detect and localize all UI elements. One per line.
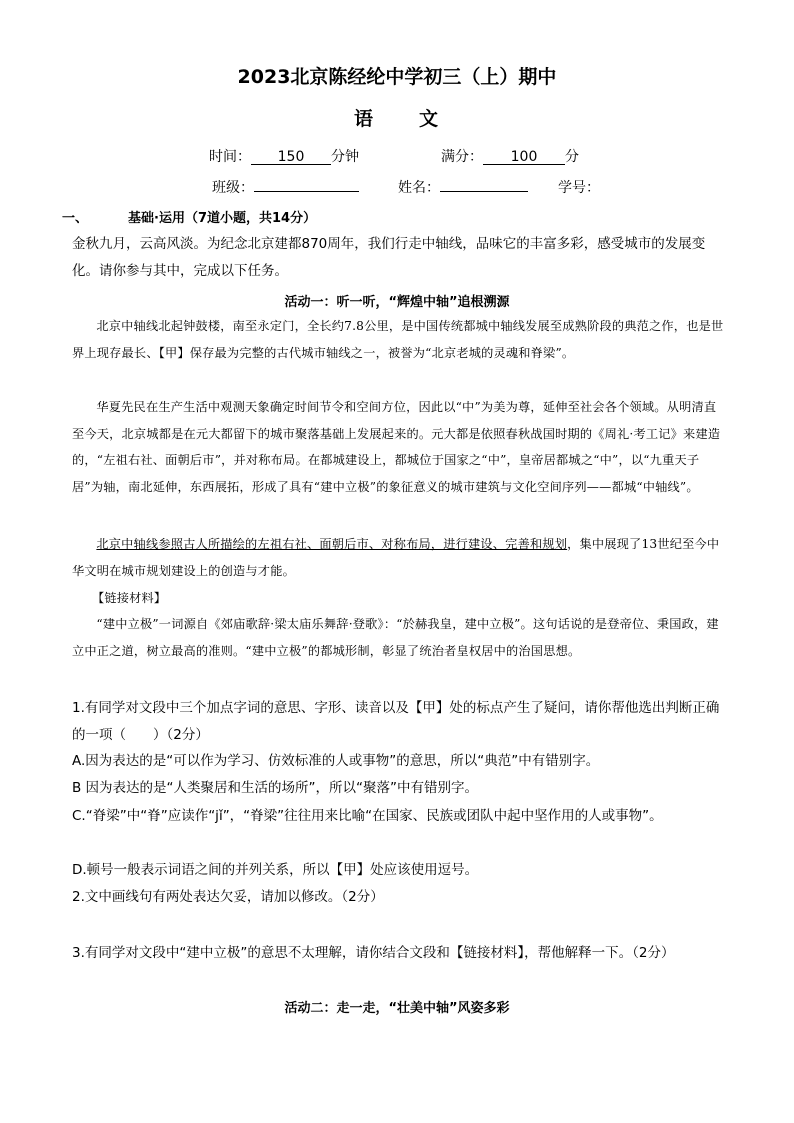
link-material-text: “建中立极”一词源自《郊庙歌辞·梁太庙乐舞辞·登歌》：“於赫我皇，建中立极”。这句话说的是登帝位、秉国政，建立中正之道，树立最高的准则。“建中立极”的都城形制，彰显了统治者皇权居中的治国思想。	[72, 617, 719, 658]
section-number: 一、	[62, 211, 89, 226]
score-field	[441, 146, 579, 166]
activity1-title: 活动一：听一听，“辉煌中轴”追根溯源	[284, 295, 510, 310]
time-label: 时间：	[209, 149, 251, 165]
passage-paragraph-1: 北京中轴线北起钟鼓楼，南至永定门，全长约7.8公里，是中国传统都城中轴线发展至成熟阶段的典范之作，也是世界上现存最长、【甲】保存最为完整的古代城市轴线之一，被誉为“北京老城的灵魂和脊梁”。	[72, 319, 724, 360]
passage-paragraph-3	[72, 531, 727, 584]
name-blank	[440, 191, 528, 192]
id-label: 学号：	[558, 180, 600, 196]
score-label: 满分：	[441, 149, 483, 165]
underlined-sentence: 北京中轴线参照古人所描绘的左祖右社、面朝后市、对称布局，进行建设、完善和规划	[96, 537, 568, 551]
name-field	[398, 177, 528, 197]
subject-char-2: 文	[419, 108, 441, 130]
time-value: 150	[251, 150, 331, 165]
name-label: 姓名：	[398, 180, 440, 196]
section-title: 基础·运用（7道小题，共14分）	[128, 211, 317, 226]
option-b: B 因为表达的是“人类聚居和生活的场所”，所以“聚落”中有错别字。	[72, 780, 479, 796]
score-unit: 分	[565, 149, 579, 165]
section-heading	[62, 207, 316, 226]
time-unit: 分钟	[331, 149, 359, 165]
score-value: 100	[483, 150, 565, 165]
class-blank	[254, 191, 359, 192]
subject-char-1: 语	[353, 108, 375, 130]
question-2: 2.文中画线句有两处表达欠妥，请加以修改。（2分）	[72, 889, 384, 905]
class-field	[212, 177, 359, 197]
link-material-label: 【链接材料】	[92, 591, 167, 605]
question-3: 3.有同学对文段中“建中立极”的意思不太理解，请你结合文段和【链接材料】，帮他解释一下。（2分）	[72, 945, 675, 961]
section-intro: 金秋九月，云高风淡。为纪念北京建都870周年，我们行走中轴线，品味它的丰富多彩，感受城市的发展变化。请你参与其中，完成以下任务。	[72, 236, 706, 279]
time-field	[209, 146, 359, 166]
option-d: D.顿号一般表示词语之间的并列关系，所以【甲】处应该使用逗号。	[72, 862, 479, 878]
question-1: 1.有同学对文段中三个加点字词的意思、字形、读音以及【甲】处的标点产生了疑问，请你帮他选出判断正确的一项（ ）（2分）	[72, 700, 720, 743]
subject-title	[0, 104, 794, 131]
activity2-title: 活动二：走一走，“壮美中轴”风姿多彩	[284, 1001, 510, 1016]
option-c: C.“脊梁”中“脊”应读作“jǐ”，“脊梁”往往用来比喻“在国家、民族或团队中起中坚作用的人或事物”。	[72, 808, 663, 824]
exam-title: 2023北京陈经纶中学初三（上）期中	[237, 66, 557, 88]
class-label: 班级：	[212, 180, 254, 196]
option-a: A.因为表达的是“可以作为学习、仿效标准的人或事物”的意思，所以“典范”中有错别字。	[72, 753, 600, 769]
passage-paragraph-2: 华夏先民在生产生活中观测天象确定时间节令和空间方位，因此以“中”为美为尊，延伸至社会各个领域。从明清直至今天，北京城都是在元大都留下的城市聚落基础上发展起来的。元大都是依照春秋战国时期的《周礼·考工记》来建造的，“左祖右社、面朝后市”，并对称布局。在都城建设上，都城位于国家之“中”，皇帝居都城之“中”，以“九重天子居”为轴，南北延伸，东西展拓，形成了具有“建中立极”的象征意义的城市建筑与文化空间序列——都城“中轴线”。	[72, 400, 721, 494]
paragraph-3-rest: ，集中展现了13世纪至今中华文明在城市规划建设上的创造与才能。	[72, 537, 720, 578]
id-field	[558, 177, 600, 197]
